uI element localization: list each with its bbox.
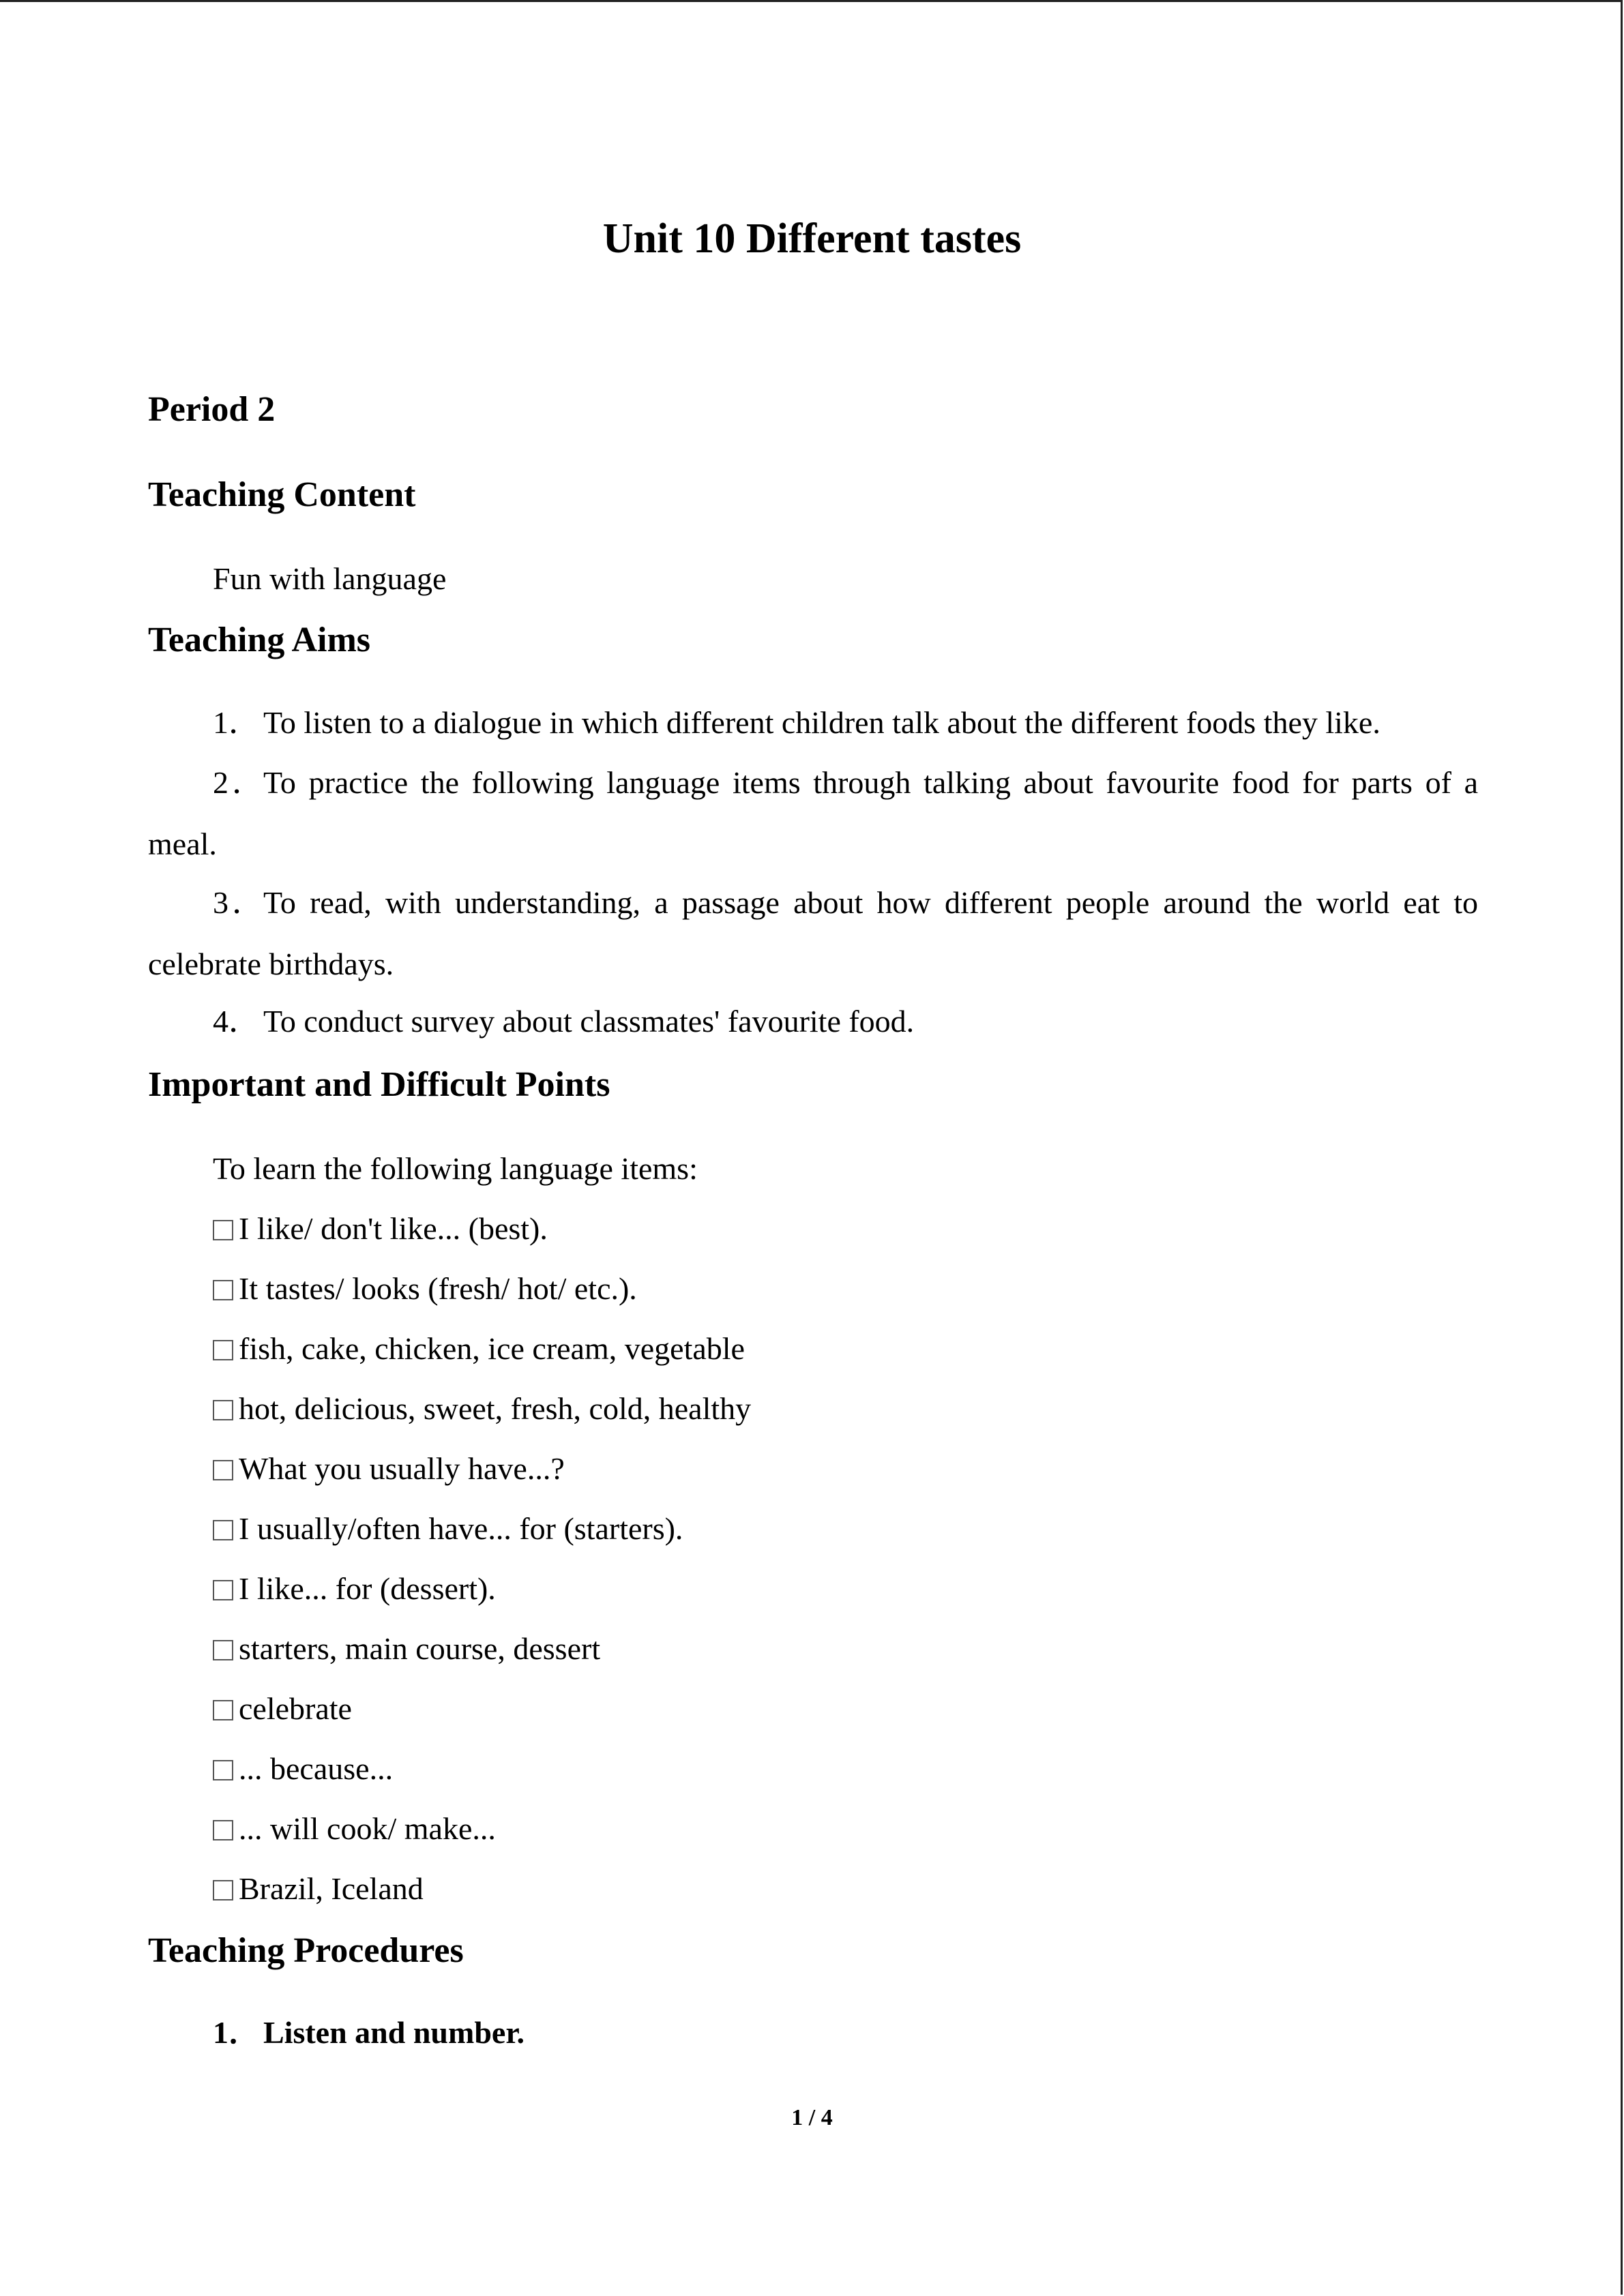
checkbox-icon: [213, 1880, 233, 1900]
checkbox-icon: [213, 1700, 233, 1720]
list-item: hot, delicious, sweet, fresh, cold, healthy: [213, 1388, 751, 1429]
checkbox-icon: [213, 1640, 233, 1660]
aim-number: 2．: [213, 765, 263, 800]
aim-item-3: [213, 882, 1478, 923]
aim-text: To read, with understanding, a passage about how different people around the world eat to: [263, 885, 1478, 920]
list-item: I usually/often have... for (starters).: [213, 1508, 683, 1549]
aim-text: To listen to a dialogue in which different children talk about the different foods they like.: [263, 705, 1381, 740]
aim-item-4: [213, 1001, 914, 1042]
checkbox-icon: [213, 1520, 233, 1540]
list-item: Brazil, Iceland: [213, 1868, 424, 1909]
list-item: celebrate: [213, 1688, 352, 1729]
aim-number: 1．: [213, 705, 260, 740]
checkbox-icon: [213, 1220, 233, 1240]
aim-number: 4．: [213, 1004, 260, 1039]
important-points-heading: Important and Difficult Points: [148, 1065, 610, 1104]
procedure-number: 1．: [213, 2015, 260, 2050]
aim-item-1: [213, 702, 1381, 743]
list-item: I like... for (dessert).: [213, 1568, 496, 1609]
checkbox-icon: [213, 1760, 233, 1780]
teaching-content-text: Fun with language: [213, 561, 447, 596]
aim-text: To conduct survey about classmates' favourite food.: [263, 1004, 915, 1039]
aim-text: To practice the following language items through talking about favourite food for parts of a: [263, 765, 1478, 800]
aim-number: 3．: [213, 885, 263, 920]
teaching-content-heading: Teaching Content: [148, 475, 416, 514]
teaching-aims-heading: Teaching Aims: [148, 621, 371, 659]
list-item: It tastes/ looks (fresh/ hot/ etc.).: [213, 1268, 637, 1309]
checkbox-icon: [213, 1460, 233, 1480]
aim-item-3-continuation: celebrate birthdays.: [148, 946, 394, 981]
list-item: ... because...: [213, 1748, 393, 1789]
checkbox-icon: [213, 1400, 233, 1420]
important-points-intro: To learn the following language items:: [213, 1151, 698, 1186]
checkbox-icon: [213, 1580, 233, 1600]
document-title: Unit 10 Different tastes: [602, 215, 1022, 262]
list-item: fish, cake, chicken, ice cream, vegetable: [213, 1328, 745, 1369]
page-number: 1 / 4: [791, 2105, 833, 2130]
list-item: I like/ don't like... (best).: [213, 1208, 548, 1249]
aim-item-2-continuation: meal.: [148, 826, 217, 861]
checkbox-icon: [213, 1340, 233, 1360]
period-heading: Period 2: [148, 390, 276, 429]
list-item: What you usually have...?: [213, 1448, 565, 1489]
checkbox-icon: [213, 1280, 233, 1300]
procedure-item-1: [213, 2012, 525, 2053]
list-item: ... will cook/ make...: [213, 1808, 496, 1849]
list-item: starters, main course, dessert: [213, 1628, 600, 1669]
teaching-procedures-heading: Teaching Procedures: [148, 1931, 464, 1970]
checkbox-icon: [213, 1820, 233, 1840]
aim-item-2: [213, 762, 1478, 803]
procedure-text: Listen and number.: [263, 2015, 525, 2050]
